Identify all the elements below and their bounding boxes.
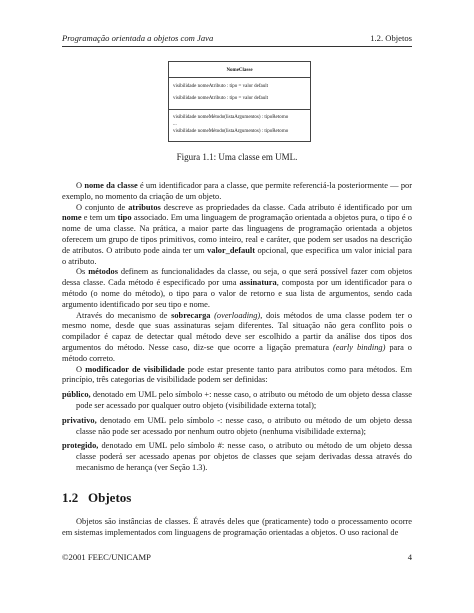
uml-class-name: NomeClasse [226, 68, 253, 73]
paragraph: O modificador de visibilidade pode estar presente tanto para atributos como para métodos. Em princípio, três categorias de visibilidade podem ser definidas: [62, 364, 412, 385]
header-section: 1.2. Objetos [370, 33, 412, 43]
paragraph: O nome da classe é um identificador para a classe, que permite referenciá-la posteriormente — por exemplo, no momento da criação de um objeto. [62, 181, 412, 201]
definition-item: privativo, denotado em UML pelo símbolo -: nesse caso, o atributo ou método de um objeto dessa classe não pode ser acessado por nenhum outro objeto (nenhuma visibilidade externa); [62, 415, 412, 436]
copyright: ©2001 FEEC/UNICAMP [62, 552, 151, 562]
figure-caption: Figura 1.1: Uma classe em UML. [176, 152, 298, 162]
uml-operation: visibilidade nomeMétodo(listaArgumentos) : tipoRetorno [173, 129, 289, 134]
paragraph: Através do mecanismo de sobrecarga (overloading), dois métodos de uma classe podem ter o mesmo nome, desde que suas assinaturas sejam diferentes. Tal situação não gera conflito pois o compilador é capaz de detectar qual método deve ser escolhido a partir da análise dos tipos dos argumentos do método. Nesse caso, diz-se que ocorre a ligação prematura (early binding) para o método correto. [62, 310, 413, 363]
header-rule [62, 46, 412, 47]
definition-item: protegido, denotado em UML pelo símbolo #: nesse caso, o atributo ou método de um objeto dessa classe poderá ser acessado apenas por objetos de classes que sejam derivadas dessa através do mecanismo de herança (ver Seção 1.3). [62, 441, 412, 472]
section-heading [62, 490, 131, 506]
uml-ellipsis: ... [173, 122, 177, 127]
uml-divider [169, 109, 310, 110]
uml-attribute: visibilidade nomeAtributo : tipo = valor default [173, 84, 269, 89]
paragraph: Os métodos definem as funcionalidades da classe, ou seja, o que será possível fazer com objetos dessa classe. Cada método é especificado por uma assinatura, composta por um identificador para o método (o nome do método), o tipo para o valor de retorno e sua lista de argumentos, sendo cada argumento identificado por seu tipo e nome. [62, 267, 412, 309]
paragraph: O conjunto de atributos descreve as propriedades da classe. Cada atributo é identificado por um nome e tem um tipo associado. Em uma linguagem de programação orientada a objetos pura, o tipo é o nome de uma classe. Na prática, a maior parte das linguagens de programação orientada a objetos oferecem um grupo de tipos primitivos, como inteiro, real e caráter, que podem ser usados na descrição de atributos. O atributo pode ainda ter um valor_default opcional, que especifica um valor inicial para o atributo. [62, 202, 413, 266]
uml-class-diagram [168, 61, 311, 142]
definition-item: público, denotado em UML pelo símbolo +: nesse caso, o atributo ou método de um objeto dessa classe pode ser acessado por qualquer outro objeto (visibilidade externa total); [62, 390, 412, 410]
page-number: 4 [407, 552, 412, 562]
uml-divider [169, 77, 310, 78]
paragraph: Objetos são instâncias de classes. É através deles que (praticamente) todo o processamento ocorre em sistemas implementados com linguagens de programação orientadas a objetos. O uso racional de [62, 517, 412, 537]
uml-operation: visibilidade nomeMétodo(listaArgumentos) : tipoRetorno [173, 115, 289, 120]
section-title: Objetos [88, 490, 132, 505]
running-header [62, 33, 412, 47]
section-number: 1.2 [62, 490, 79, 505]
body-text [62, 181, 412, 478]
header-title: Programação orientada a objetos com Java [62, 33, 214, 43]
section-body [62, 517, 412, 539]
uml-attribute: visibilidade nomeAtributo : tipo = valor default [173, 96, 269, 101]
